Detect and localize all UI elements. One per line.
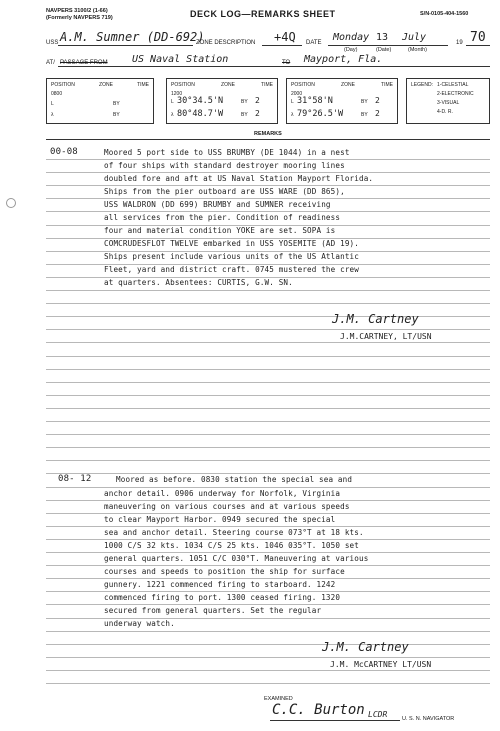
ruled-line xyxy=(46,500,490,501)
position-header: POSITION xyxy=(171,82,195,88)
watch-label: 08- 12 xyxy=(58,474,92,484)
entry-line: maneuvering on various courses and at various speeds xyxy=(104,502,350,511)
entry-line: commenced firing to port. 1300 ceased firing. 1320 xyxy=(104,593,341,602)
entry-line: courses and speeds to position the ship for surface xyxy=(104,567,345,576)
destination-value: Mayport, Fla. xyxy=(304,54,383,65)
lat-label: L xyxy=(51,101,54,107)
lon-label: λ xyxy=(291,112,294,118)
zone-description-label: ZONE DESCRIPTION xyxy=(196,40,256,46)
by-label: BY xyxy=(361,99,368,105)
remarks-divider xyxy=(46,139,490,140)
lat-by-value: 2 xyxy=(375,96,380,105)
entry-line: 1000 C/S 32 kts. 1034 C/S 25 kts. 1046 035°T. 1050 set xyxy=(104,541,359,550)
by-label: BY xyxy=(241,99,248,105)
legend-title: LEGEND: xyxy=(411,82,433,88)
entry-line: underway watch. xyxy=(104,619,175,628)
lat-value-2000: 31°58'N xyxy=(297,96,333,106)
examiner-rank: LCDR xyxy=(368,710,388,719)
form-number-line1: NAVPERS 3100/2 (1-66) xyxy=(46,8,108,14)
lat-by-value: 2 xyxy=(255,96,260,105)
form-number xyxy=(46,8,113,22)
examined-block xyxy=(250,696,490,730)
ruled-line xyxy=(46,382,490,383)
ship-line xyxy=(46,30,490,52)
by-label: BY xyxy=(113,101,120,107)
ruled-line xyxy=(46,487,490,488)
ruled-line xyxy=(46,447,490,448)
legend-item: 4-D. R. xyxy=(437,109,453,115)
remarks-title: REMARKS xyxy=(254,131,282,137)
lon-by-value: 2 xyxy=(375,109,380,118)
time-0800: 0800 xyxy=(51,91,63,97)
entry-line: Ships present include various units of the US Atlantic xyxy=(104,252,359,261)
entry-line: Moored as before. 0830 station the special sea and xyxy=(116,475,353,484)
ruled-line xyxy=(46,552,490,553)
lon-label: λ xyxy=(171,112,174,118)
lon-value-2000: 79°26.5'W xyxy=(297,109,344,119)
month-caption: (Month) xyxy=(408,47,427,53)
officer-signature: J.M. Cartney xyxy=(322,640,409,654)
lon-value-1200: 80°48.7'W xyxy=(177,109,224,119)
ruled-line xyxy=(46,644,490,645)
zone-header: ZONE xyxy=(221,82,235,88)
ruled-line xyxy=(46,290,490,291)
passage-from-label: PASSAGE FROM xyxy=(60,60,108,66)
ruled-line xyxy=(46,670,490,671)
time-1200: 1200 xyxy=(171,91,183,97)
by-label: BY xyxy=(241,112,248,118)
lat-label: L xyxy=(171,99,174,105)
ruled-line xyxy=(46,316,490,317)
ruled-line xyxy=(46,513,490,514)
ruled-line xyxy=(46,329,490,330)
lon-label: λ xyxy=(51,112,54,118)
officer-name: J.M. McCARTNEY LT/USN xyxy=(330,660,432,669)
ruled-line xyxy=(46,303,490,304)
stock-number: S/N-0105-404-1560 xyxy=(420,11,469,17)
legend-box xyxy=(406,78,490,124)
entry-line: four and material condition YOKE are set. SOPA is xyxy=(104,226,336,235)
entry-line: anchor detail. 0906 underway for Norfolk, Virginia xyxy=(104,489,341,498)
by-label: BY xyxy=(361,112,368,118)
position-header: POSITION xyxy=(291,82,315,88)
position-boxes xyxy=(46,78,490,126)
examined-label: EXAMINED xyxy=(264,696,293,702)
lon-by-value: 2 xyxy=(255,109,260,118)
at-label: AT/ xyxy=(46,60,55,66)
by-label: BY xyxy=(113,112,120,118)
ruled-line xyxy=(46,342,490,343)
watch-label: 00-08 xyxy=(50,147,78,157)
officer-signature: J.M. Cartney xyxy=(332,312,419,326)
date-caption: (Date) xyxy=(376,47,392,53)
year-value: 70 xyxy=(470,30,486,45)
year-prefix: 19 xyxy=(456,40,463,46)
officer-name: J.M.CARTNEY, LT/USN xyxy=(340,332,432,341)
legend-item: 1-CELESTIAL xyxy=(437,82,469,88)
zone-value: +4Q xyxy=(274,30,296,44)
location-value: US Naval Station xyxy=(132,54,229,65)
entry-line: sea and anchor detail. Steering course 073°T at 18 kts. xyxy=(104,528,364,537)
ruled-line xyxy=(46,434,490,435)
uss-label: USS xyxy=(46,40,59,46)
ruled-line xyxy=(46,631,490,632)
ruled-line xyxy=(46,526,490,527)
entry-line: Moored 5 port side to USS BRUMBY (DE 1044) in a nest xyxy=(104,148,350,157)
examiner-signature: C.C. Burton xyxy=(272,702,365,718)
position-box-1200 xyxy=(166,78,278,124)
entry-line: secured from general quarters. Set the regular xyxy=(104,606,322,615)
legend-item: 2-ELECTRONIC xyxy=(437,91,474,97)
ruled-line xyxy=(46,369,490,370)
time-header: TIME xyxy=(261,82,273,88)
ruled-line xyxy=(46,421,490,422)
entry-line: doubled fore and aft at US Naval Station Mayport Florida. xyxy=(104,174,374,183)
zone-header: ZONE xyxy=(341,82,355,88)
hole-punch xyxy=(6,198,16,208)
position-box-0800 xyxy=(46,78,154,124)
position-box-2000 xyxy=(286,78,398,124)
legend-item: 3-VISUAL xyxy=(437,100,460,106)
ruled-line xyxy=(46,657,490,658)
time-header: TIME xyxy=(137,82,149,88)
time-2000: 2000 xyxy=(291,91,303,97)
passage-line xyxy=(46,54,490,72)
day-caption: (Day) xyxy=(344,47,358,53)
entry-line: general quarters. 1051 C/C 030°T. Maneuvering at various xyxy=(104,554,369,563)
date-value: 13 xyxy=(376,32,389,43)
ruled-line xyxy=(46,395,490,396)
entry-line: Fleet, yard and district craft. 0745 mustered the crew xyxy=(104,265,359,274)
ruled-line xyxy=(46,539,490,540)
to-label: TO xyxy=(282,60,291,66)
entry-line: Ships from the pier outboard are USS WARE (DD 865), xyxy=(104,187,345,196)
month-value: July xyxy=(402,32,427,43)
day-value: Monday xyxy=(333,32,370,43)
zone-header: ZONE xyxy=(99,82,113,88)
entry-line: gunnery. 1221 commenced firing to starboard. 1242 xyxy=(104,580,336,589)
ruled-line xyxy=(46,159,490,160)
entry-line: COMCRUDESFLOT TWELVE embarked in USS YOSEMITE (AD 19). xyxy=(104,239,359,248)
entry-line: at quarters. Absentees: CURTIS, G.W. SN. xyxy=(104,278,293,287)
ruled-line xyxy=(46,683,490,684)
entry-line: all services from the pier. Condition of readiness xyxy=(104,213,341,222)
date-label: DATE xyxy=(306,40,322,46)
ruled-line xyxy=(46,172,490,173)
lat-label: L xyxy=(291,99,294,105)
ruled-line xyxy=(46,565,490,566)
lat-value-1200: 30°34.5'N xyxy=(177,96,224,106)
position-header: POSITION xyxy=(51,82,75,88)
time-header: TIME xyxy=(381,82,393,88)
ruled-line xyxy=(46,460,490,461)
navigator-label: U. S. N. NAVIGATOR xyxy=(402,716,455,722)
ship-name: A.M. Sumner (DD-692) xyxy=(60,30,205,44)
ruled-line xyxy=(46,408,490,409)
entry-line: of four ships with standard destroyer mooring lines xyxy=(104,161,345,170)
ruled-line xyxy=(46,356,490,357)
entry-line: USS WALDRON (DD 699) BRUMBY and SUMNER receiving xyxy=(104,200,331,209)
form-number-line2: (Formerly NAVPERS 719) xyxy=(46,15,113,21)
entry-line: to clear Mayport Harbor. 0949 secured the special xyxy=(104,515,336,524)
document-title: DECK LOG—REMARKS SHEET xyxy=(190,9,336,19)
